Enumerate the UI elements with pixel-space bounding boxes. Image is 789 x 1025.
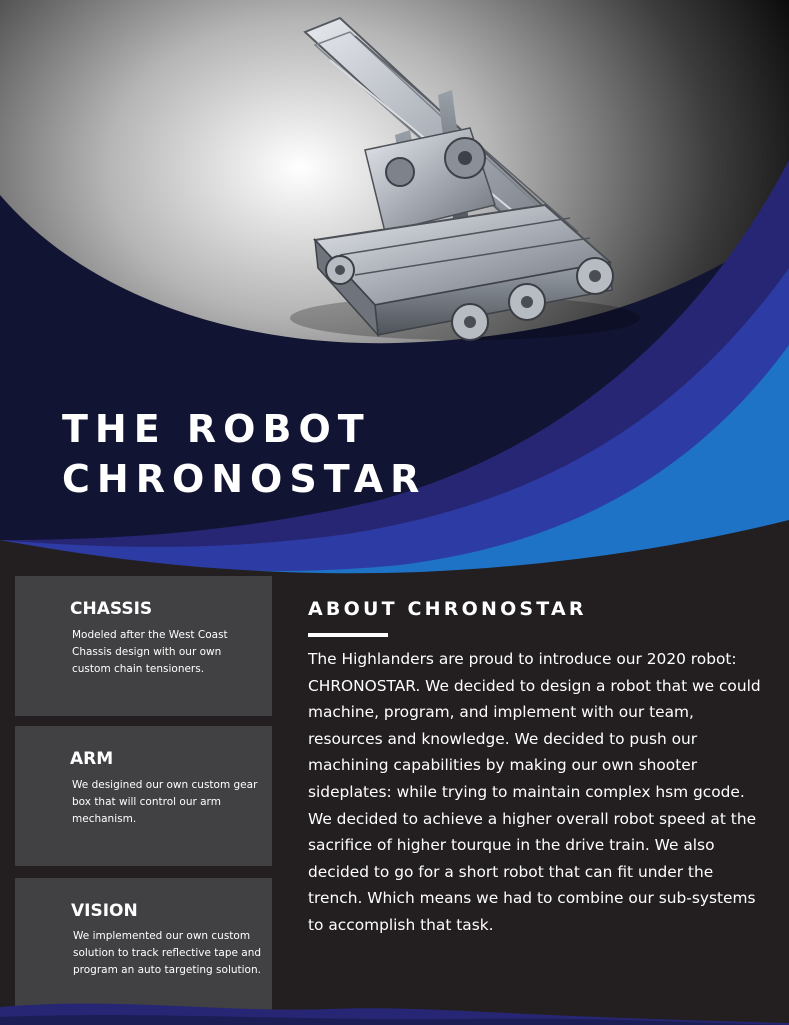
card-vision-body: We implemented our own custom solution to track reflective tape and program an auto targeting solution. (73, 930, 262, 976)
card-arm (15, 726, 272, 866)
page-title-line-2: CHRONOSTAR (62, 457, 427, 501)
about-body: The Highlanders are proud to introduce our 2020 robot: CHRONOSTAR. We decided to design a robot that we could machine, program, and implement with our team, resources and knowledge. We decided to push our machining capabilities by making our own shooter sideplates: while trying to maintain complex hsm gcode. We decided to achieve a higher overall robot speed at the sacrifice of higher tourque in the drive train. We also decided to go for a short robot that can fit under the trench. Which means we had to combine our sub-systems to accomplish that task. (308, 650, 761, 934)
card-chassis-body: Modeled after the West Coast Chassis design with our own custom chain tensioners. (72, 629, 228, 675)
page-title-line-1: THE ROBOT (62, 407, 371, 451)
card-chassis (15, 576, 272, 716)
about-divider (308, 633, 388, 637)
bottom-wave (0, 985, 789, 1025)
card-chassis-title: CHASSIS (70, 599, 153, 619)
card-arm-body: We desigined our own custom gear box that will control our arm mechanism. (72, 779, 258, 825)
about-heading: ABOUT CHRONOSTAR (308, 598, 587, 620)
card-arm-title: ARM (70, 749, 114, 769)
card-vision-title: VISION (71, 901, 138, 921)
